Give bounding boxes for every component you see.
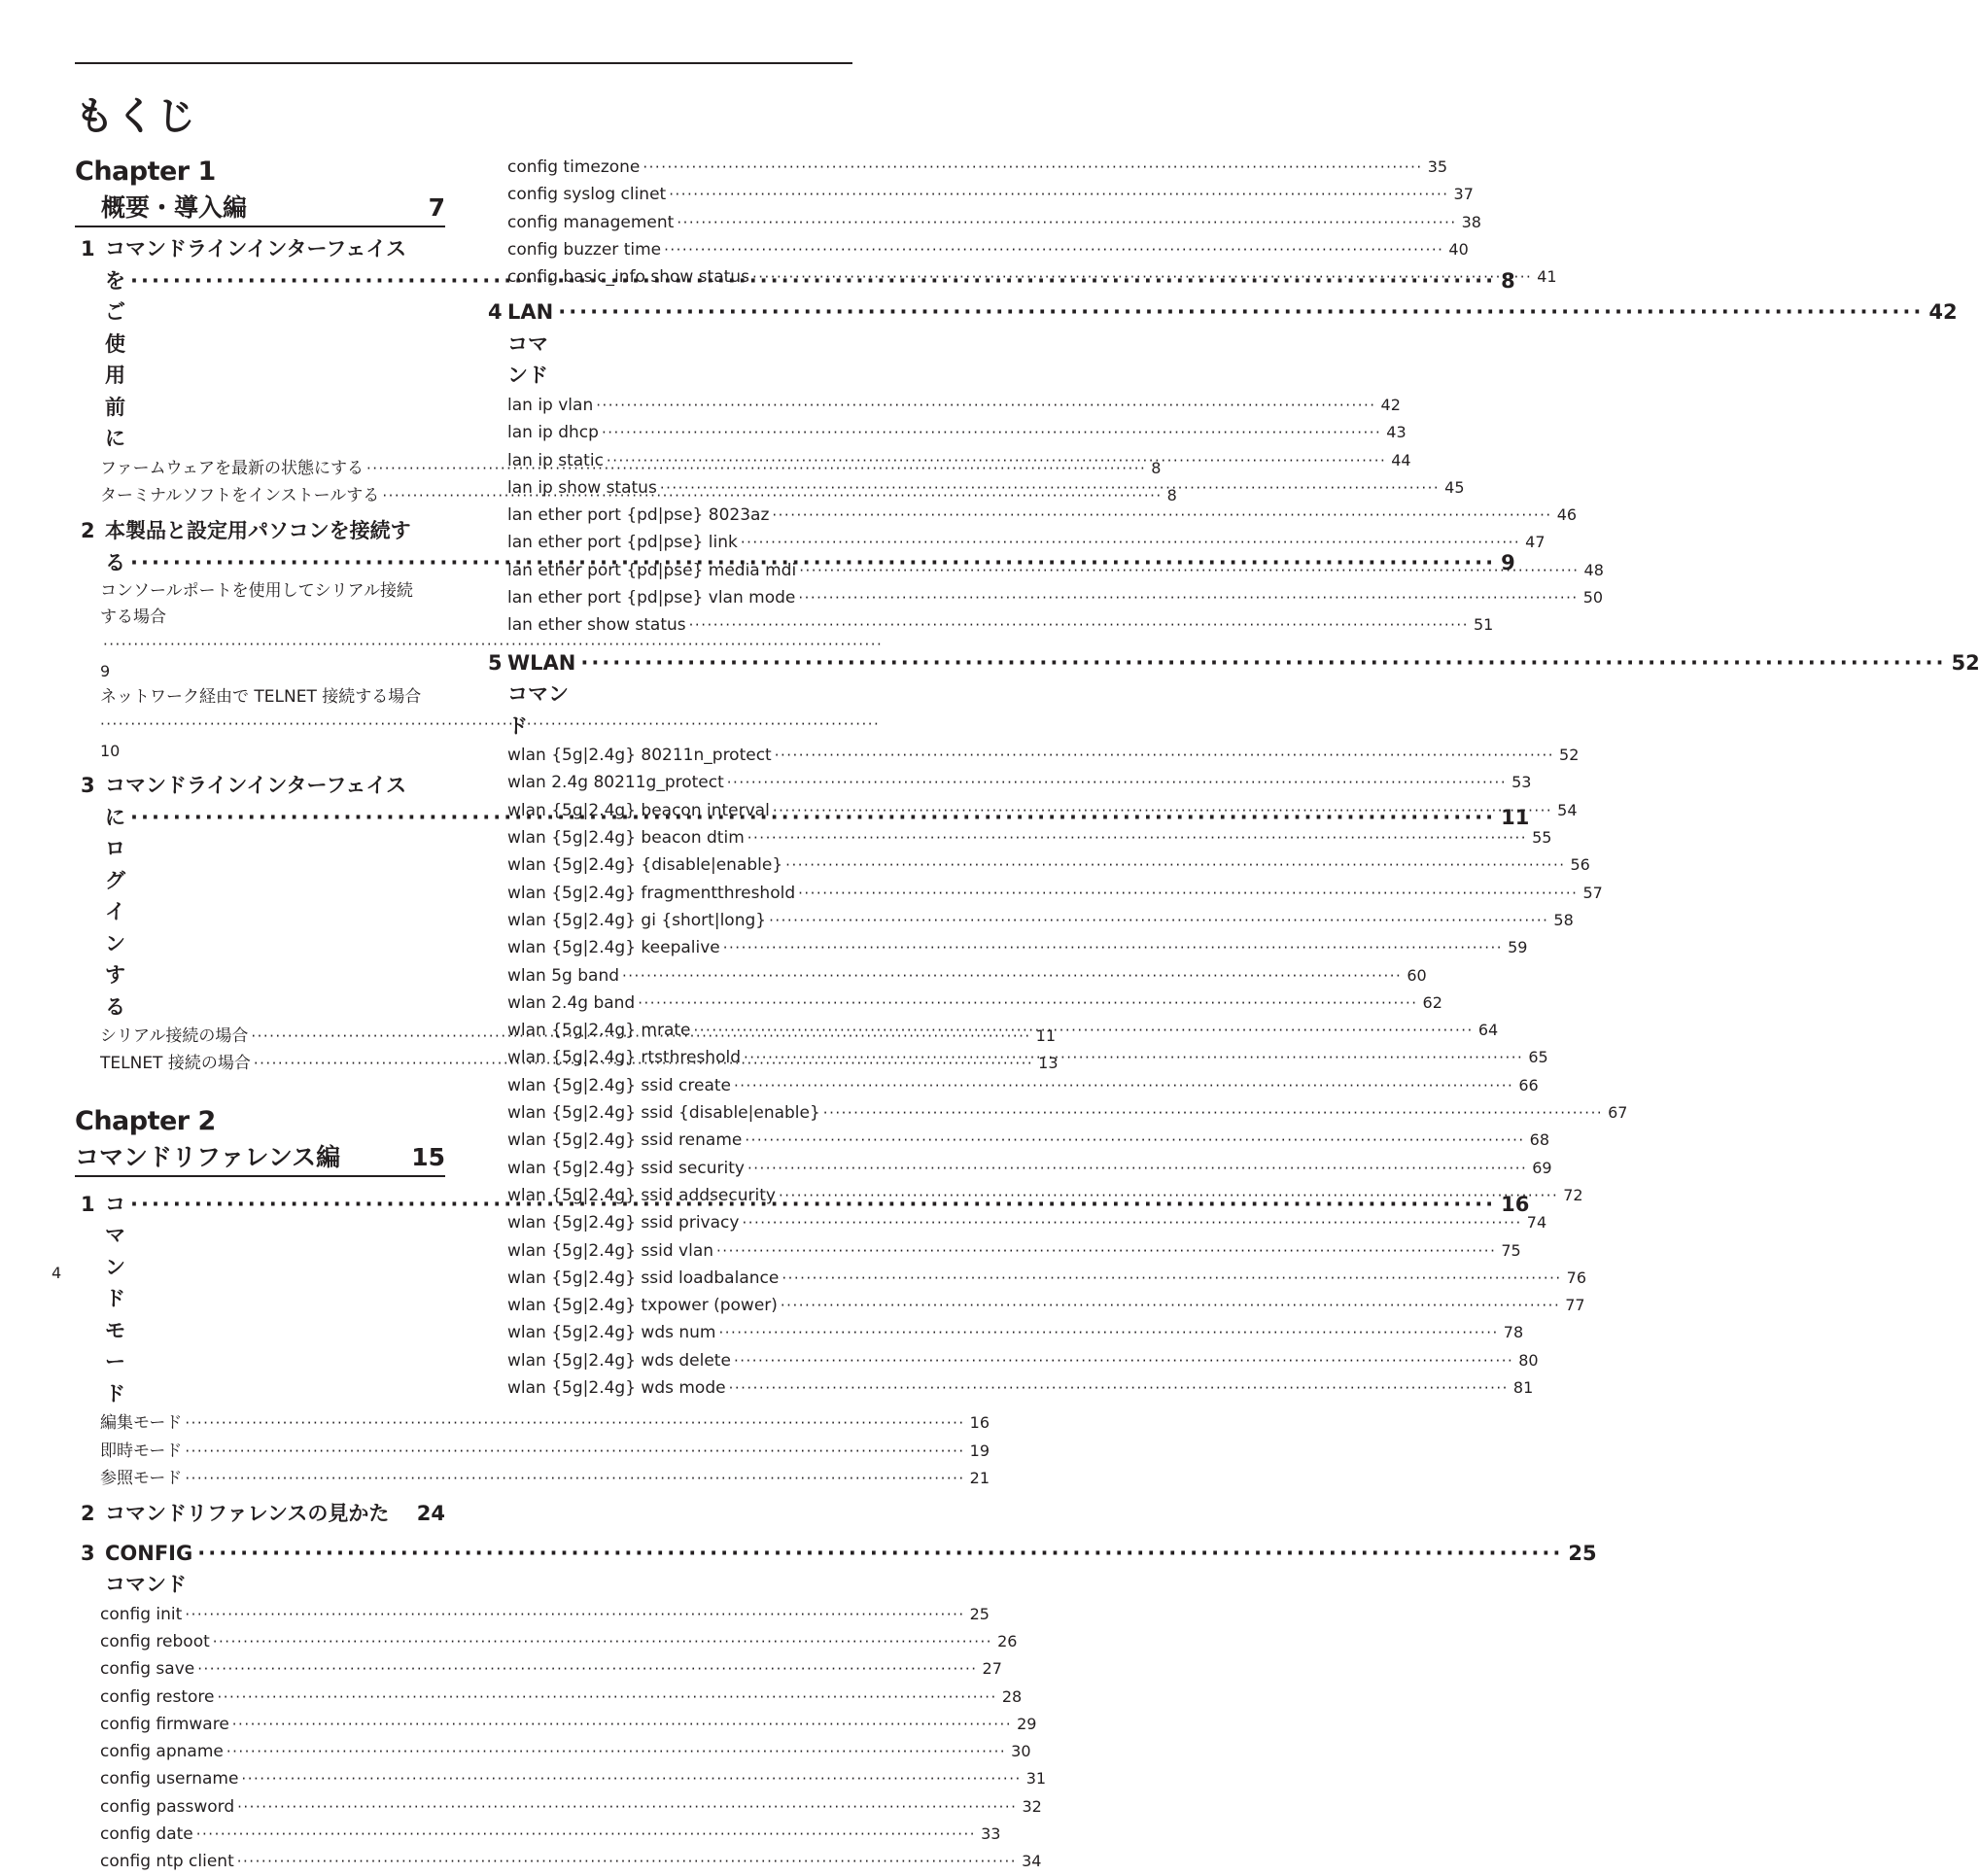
section-page: 25 [1568, 1541, 1597, 1565]
entry-text: config firmware [100, 1714, 229, 1734]
section-page: 52 [1951, 650, 1980, 675]
entry-page: 55 [1532, 828, 1552, 848]
toc-entry[interactable] [488, 1072, 1539, 1099]
leader-dots [182, 1439, 969, 1465]
entry-text: config basic_info show status [507, 267, 749, 288]
entry-page: 76 [1566, 1268, 1586, 1287]
page-number: 4 [52, 1264, 62, 1282]
leader-dots [234, 1794, 1022, 1821]
entry-text: TELNET 接続の場合 [100, 1054, 251, 1074]
leader-dots [770, 798, 1557, 824]
leader-dots [192, 1538, 1568, 1570]
entry-page: 80 [1518, 1350, 1539, 1370]
entry-text: config date [100, 1824, 193, 1845]
section-title-line1: コマンドラインインターフェイス [105, 774, 407, 798]
entry-page: 51 [1473, 615, 1494, 635]
section-page: 9 [1501, 550, 1515, 574]
toc-entry[interactable] [488, 154, 1448, 181]
entry-page: 37 [1453, 185, 1474, 204]
entry-page: 43 [1386, 423, 1407, 442]
leader-dots [713, 1238, 1501, 1265]
toc-entry[interactable] [488, 1319, 1524, 1346]
leader-dots [224, 1739, 1011, 1765]
leader-dots [182, 1410, 969, 1437]
entry-page: 74 [1526, 1213, 1547, 1233]
toc-entry[interactable] [75, 1765, 1047, 1792]
section-page: 42 [1928, 300, 1958, 325]
entry-page: 26 [997, 1631, 1018, 1650]
section-page: 24 [416, 1502, 445, 1526]
toc-entry[interactable] [488, 1127, 1550, 1154]
toc-entry[interactable] [75, 1738, 1031, 1765]
section-title-line1: 本製品と設定用パソコンを接続す [105, 519, 411, 543]
entry-text: wlan {5g|2.4g} ssid privacy [507, 1213, 740, 1233]
toc-entry[interactable] [488, 1099, 1628, 1127]
entry-page: 52 [1559, 746, 1580, 765]
entry-text: wlan {5g|2.4g} fragmentthreshold [507, 883, 796, 903]
entry-page: 28 [1001, 1686, 1023, 1706]
leader-dots [715, 1320, 1503, 1346]
entry-page: 57 [1582, 883, 1603, 902]
toc-entry[interactable] [488, 990, 1442, 1017]
entry-text: config password [100, 1796, 235, 1817]
toc-entry[interactable] [488, 1292, 1585, 1319]
entry-text: シリアル接続の場合 [100, 1026, 249, 1047]
entry-text: wlan {5g|2.4g} ssid create [507, 1075, 732, 1095]
entry-page: 68 [1529, 1130, 1550, 1150]
entry-text: wlan 5g band [507, 965, 620, 986]
leader-dots [795, 585, 1582, 611]
toc-entry[interactable] [488, 209, 1481, 236]
top-rule [75, 62, 852, 64]
toc-entry[interactable] [488, 769, 1532, 796]
leader-dots [229, 1712, 1017, 1738]
entry-text: 即時モード [100, 1441, 183, 1461]
toc-entry[interactable] [75, 1628, 1018, 1655]
entry-text: wlan {5g|2.4g} keepalive [507, 938, 720, 958]
entry-page: 65 [1528, 1048, 1548, 1067]
entry-text: config management [507, 212, 675, 232]
entry-page: 30 [1011, 1742, 1031, 1761]
entry-text: wlan {5g|2.4g} ssid loadbalance [507, 1268, 780, 1288]
chapter-1 [75, 154, 445, 227]
toc-entry[interactable] [488, 529, 1546, 556]
entry-text: lan ip static [507, 450, 604, 470]
entry-text: wlan 2.4g band [507, 992, 636, 1013]
entry-page: 67 [1608, 1103, 1628, 1123]
leader-dots [738, 530, 1525, 556]
lan-entry-list [488, 392, 1604, 640]
section-title-line2: をご使用前に [105, 268, 125, 450]
section-title-line1: コマンドラインインターフェイス [105, 237, 407, 261]
entry-page: 62 [1422, 992, 1442, 1012]
leader-dots [593, 393, 1380, 419]
entry-text: wlan {5g|2.4g} gi {short|long} [507, 910, 767, 930]
leader-dots [726, 1375, 1513, 1402]
entry-text: lan ether show status [507, 615, 686, 636]
chapter-label: Chapter 1 [75, 156, 216, 187]
toc-entry[interactable] [488, 181, 1474, 208]
toc-entry[interactable] [488, 263, 1557, 291]
toc-entry[interactable] [488, 419, 1407, 446]
entry-text: config buzzer time [507, 239, 662, 260]
entry-page: 78 [1503, 1323, 1524, 1342]
entry-text: wlan {5g|2.4g} 80211n_protect [507, 746, 772, 766]
entry-page: 44 [1391, 450, 1411, 469]
entry-page: 48 [1583, 560, 1604, 579]
section-page: 11 [1501, 805, 1530, 829]
entry-text: wlan {5g|2.4g} wds mode [507, 1377, 726, 1398]
leader-dots [779, 1266, 1566, 1292]
leader-dots [619, 963, 1407, 990]
entry-text: ターミナルソフトをインストールする [100, 485, 380, 505]
toc-entry[interactable] [488, 557, 1604, 584]
leader-dots [782, 852, 1570, 879]
entry-page: 19 [969, 1441, 990, 1460]
chapter-page: 7 [428, 193, 445, 222]
toc-entry[interactable] [488, 447, 1411, 474]
toc-entry[interactable] [488, 502, 1578, 529]
leader-dots [234, 1849, 1022, 1875]
entry-page: 8 [1166, 485, 1177, 504]
entry-page: 8 [1151, 458, 1162, 477]
leader-dots [731, 1073, 1518, 1099]
config-entry-list [75, 1601, 1047, 1876]
leader-dots [635, 990, 1422, 1017]
entry-page: 34 [1022, 1852, 1042, 1871]
entry-page: 59 [1508, 938, 1528, 957]
leader-dots [820, 1100, 1608, 1127]
leader-dots [182, 1602, 969, 1628]
toc-entry[interactable] [75, 1684, 1023, 1711]
leader-dots [661, 237, 1448, 263]
entry-text: lan ip show status [507, 477, 657, 498]
entry-text: config reboot [100, 1631, 210, 1651]
entry-text: wlan {5g|2.4g} wds delete [507, 1350, 731, 1371]
toc-entry[interactable] [75, 1793, 1042, 1821]
leader-dots [604, 448, 1391, 474]
chapter-title: 概要・導入編 [101, 193, 248, 222]
entry-text: wlan {5g|2.4g} ssid {disable|enable} [507, 1103, 820, 1124]
entry-text: lan ether port {pd|pse} vlan mode [507, 588, 796, 608]
toc-entry[interactable] [75, 1655, 1002, 1683]
toc-entry[interactable] [75, 1438, 990, 1465]
entry-page: 42 [1380, 395, 1401, 414]
page-title: もくじ [75, 94, 197, 139]
toc-entry[interactable] [488, 851, 1590, 879]
entry-text: 編集モード [100, 1413, 183, 1434]
entry-page: 35 [1427, 157, 1448, 176]
entry-page: 58 [1553, 910, 1574, 929]
leader-dots [691, 1018, 1478, 1044]
leader-dots [795, 881, 1582, 907]
entry-page: 66 [1518, 1075, 1539, 1094]
leader-dots [720, 935, 1508, 961]
entry-page: 46 [1556, 505, 1578, 525]
entry-text: lan ether port {pd|pse} media mdi [507, 560, 797, 580]
toc-entry[interactable] [75, 684, 445, 764]
entry-text: 参照モード [100, 1468, 183, 1488]
leader-dots [776, 1183, 1563, 1209]
entry-text: wlan {5g|2.4g} ssid rename [507, 1130, 743, 1151]
entry-text: config restore [100, 1686, 215, 1707]
chapter-page: 15 [411, 1142, 445, 1171]
toc-entry[interactable] [488, 880, 1603, 907]
entry-text: config username [100, 1769, 239, 1789]
entry-text: wlan {5g|2.4g} beacon interval [507, 800, 770, 820]
section-title: コマンドリファレンスの見かた [105, 1502, 390, 1526]
entry-page: 77 [1565, 1296, 1585, 1315]
leader-dots [745, 825, 1532, 851]
leader-dots [674, 210, 1461, 236]
entry-text-line1: コンソールポートを使用してシリアル接続 [100, 581, 413, 602]
section-number: 1 [81, 237, 95, 261]
entry-page: 54 [1557, 800, 1578, 819]
toc-entry[interactable] [488, 1265, 1586, 1292]
config-continued-list [488, 154, 1557, 291]
chapter-2 [75, 1103, 445, 1177]
spacer [75, 1078, 445, 1103]
section-number: 1 [81, 1192, 95, 1216]
leader-dots [766, 908, 1553, 934]
entry-page: 60 [1407, 965, 1427, 985]
toc-entry[interactable] [75, 1465, 990, 1492]
leader-dots [724, 770, 1511, 796]
leader-dots [749, 264, 1537, 291]
leader-dots [772, 743, 1559, 769]
section-number: 2 [81, 519, 95, 543]
section-2-5[interactable] [488, 647, 1980, 743]
toc-entry[interactable] [488, 236, 1469, 263]
toc-entry[interactable] [488, 962, 1427, 990]
toc-entry[interactable] [488, 824, 1552, 851]
entry-page: 21 [969, 1468, 990, 1487]
entry-text: wlan {5g|2.4g} ssid vlan [507, 1240, 714, 1261]
section-number: 2 [81, 1502, 95, 1526]
entry-text: config apname [100, 1742, 224, 1762]
leader-dots [769, 503, 1556, 529]
toc-entry[interactable] [488, 1374, 1534, 1402]
entry-text: wlan {5g|2.4g} txpower (power) [507, 1296, 778, 1316]
entry-page: 32 [1022, 1796, 1042, 1816]
toc-entry[interactable] [488, 742, 1580, 769]
leader-dots [210, 1629, 997, 1655]
leader-dots [215, 1685, 1002, 1711]
toc-entry[interactable] [488, 611, 1494, 639]
entry-page: 11 [1035, 1026, 1056, 1046]
section-title: コマンドモード [105, 1192, 125, 1406]
entry-text: lan ether port {pd|pse} link [507, 533, 738, 553]
toc-entry[interactable] [488, 474, 1465, 502]
toc-entry[interactable] [488, 392, 1401, 419]
toc-entry[interactable] [75, 1409, 990, 1437]
entry-page: 45 [1444, 477, 1465, 497]
toc-entry[interactable] [75, 578, 445, 684]
entry-page: 72 [1563, 1185, 1583, 1204]
toc-entry[interactable] [75, 1601, 990, 1628]
section-title-line2: にログインする [105, 805, 125, 1019]
section-title-line2: る [105, 550, 125, 574]
entry-text-line1: ネットワーク経由で TELNET 接続する場合 [100, 687, 422, 708]
leader-dots [182, 1466, 969, 1492]
entry-text: wlan {5g|2.4g} ssid security [507, 1158, 745, 1178]
entry-page: 33 [981, 1824, 1001, 1844]
toc-entry[interactable] [488, 1209, 1547, 1236]
leader-dots [640, 155, 1427, 181]
entry-text: config syslog clinet [507, 185, 667, 205]
leader-dots [741, 1045, 1528, 1071]
toc-entry[interactable] [488, 584, 1604, 611]
entry-text: wlan {5g|2.4g} mrate [507, 1021, 691, 1041]
entry-page: 64 [1477, 1021, 1499, 1040]
leader-dots [553, 296, 1928, 329]
section-title: WLAN コマンド [507, 650, 576, 738]
entry-page: 50 [1582, 588, 1604, 608]
leader-dots [193, 1822, 981, 1848]
section-title: CONFIG コマンド [105, 1541, 193, 1597]
section-number: 3 [81, 774, 95, 798]
toc-entry[interactable] [75, 1848, 1042, 1875]
leader-dots [575, 647, 1951, 679]
entry-page: 75 [1501, 1240, 1521, 1260]
entry-page: 25 [969, 1604, 990, 1623]
toc-entry[interactable] [488, 1155, 1552, 1182]
chapter-title-row[interactable] [75, 1140, 445, 1177]
toc-entry[interactable] [488, 1237, 1521, 1265]
leader-dots [194, 1656, 982, 1683]
section-number: 4 [488, 300, 503, 325]
toc-entry[interactable] [75, 1711, 1037, 1738]
section-page: 16 [1501, 1192, 1530, 1216]
toc-entry[interactable] [488, 1347, 1539, 1374]
chapter-title: コマンドリファレンス編 [75, 1142, 341, 1171]
entry-text: config ntp client [100, 1852, 234, 1872]
section-2-3[interactable] [75, 1538, 1597, 1601]
chapter-label: Chapter 2 [75, 1105, 216, 1136]
leader-dots [796, 558, 1583, 584]
leader-dots [686, 612, 1474, 639]
entry-page: 38 [1461, 212, 1481, 231]
entry-text: lan ip dhcp [507, 423, 599, 443]
entry-text: wlan {5g|2.4g} wds num [507, 1323, 716, 1343]
entry-page: 31 [1025, 1769, 1047, 1789]
entry-text: wlan {5g|2.4g} rtsthreshold [507, 1048, 741, 1068]
section-number: 5 [488, 650, 503, 675]
section-title: LAN コマンド [507, 300, 554, 388]
entry-text: config save [100, 1659, 195, 1680]
entry-page: 13 [1038, 1054, 1059, 1073]
leader-dots [742, 1128, 1529, 1154]
section-page: 8 [1501, 268, 1515, 293]
entry-page: 81 [1512, 1377, 1534, 1397]
entry-text: config init [100, 1604, 183, 1624]
leader-dots [731, 1348, 1518, 1374]
entry-text: lan ether port {pd|pse} 8023az [507, 505, 770, 526]
chapter-title-row[interactable] [75, 191, 445, 227]
entry-page: 10 [100, 741, 121, 760]
toc-entry[interactable] [488, 907, 1574, 934]
entry-text: config timezone [507, 157, 641, 177]
section-number: 3 [81, 1541, 95, 1565]
entry-page: 69 [1532, 1158, 1552, 1177]
leader-dots [666, 182, 1453, 208]
section-2-2[interactable] [75, 1498, 445, 1530]
entry-page: 27 [982, 1659, 1002, 1679]
leader-dots [238, 1766, 1025, 1792]
leader-dots [778, 1293, 1565, 1319]
entry-text: ファームウェアを最新の状態にする [100, 458, 364, 478]
entry-page: 47 [1525, 533, 1546, 552]
entry-page: 56 [1570, 855, 1590, 875]
entry-text: wlan 2.4g 80211g_protect [507, 773, 724, 793]
entry-page: 9 [100, 661, 111, 680]
entry-text: wlan {5g|2.4g} {disable|enable} [507, 855, 783, 876]
entry-page: 29 [1017, 1714, 1037, 1733]
leader-dots [745, 1156, 1532, 1182]
entry-page: 53 [1511, 773, 1532, 792]
leader-dots [739, 1210, 1526, 1236]
section-2-4[interactable] [488, 296, 1958, 392]
entry-text: する場合 [100, 608, 166, 628]
entry-page: 40 [1448, 239, 1469, 259]
entry-page: 41 [1537, 267, 1557, 287]
entry-page: 16 [969, 1413, 990, 1433]
leader-dots [599, 420, 1386, 446]
leader-dots [657, 475, 1444, 502]
entry-text: wlan {5g|2.4g} ssid addsecurity [507, 1185, 776, 1205]
entry-text: wlan {5g|2.4g} beacon dtim [507, 828, 745, 849]
toc-entry[interactable] [75, 1821, 1001, 1848]
entry-text: lan ip vlan [507, 395, 594, 415]
toc-entry[interactable] [488, 934, 1528, 961]
